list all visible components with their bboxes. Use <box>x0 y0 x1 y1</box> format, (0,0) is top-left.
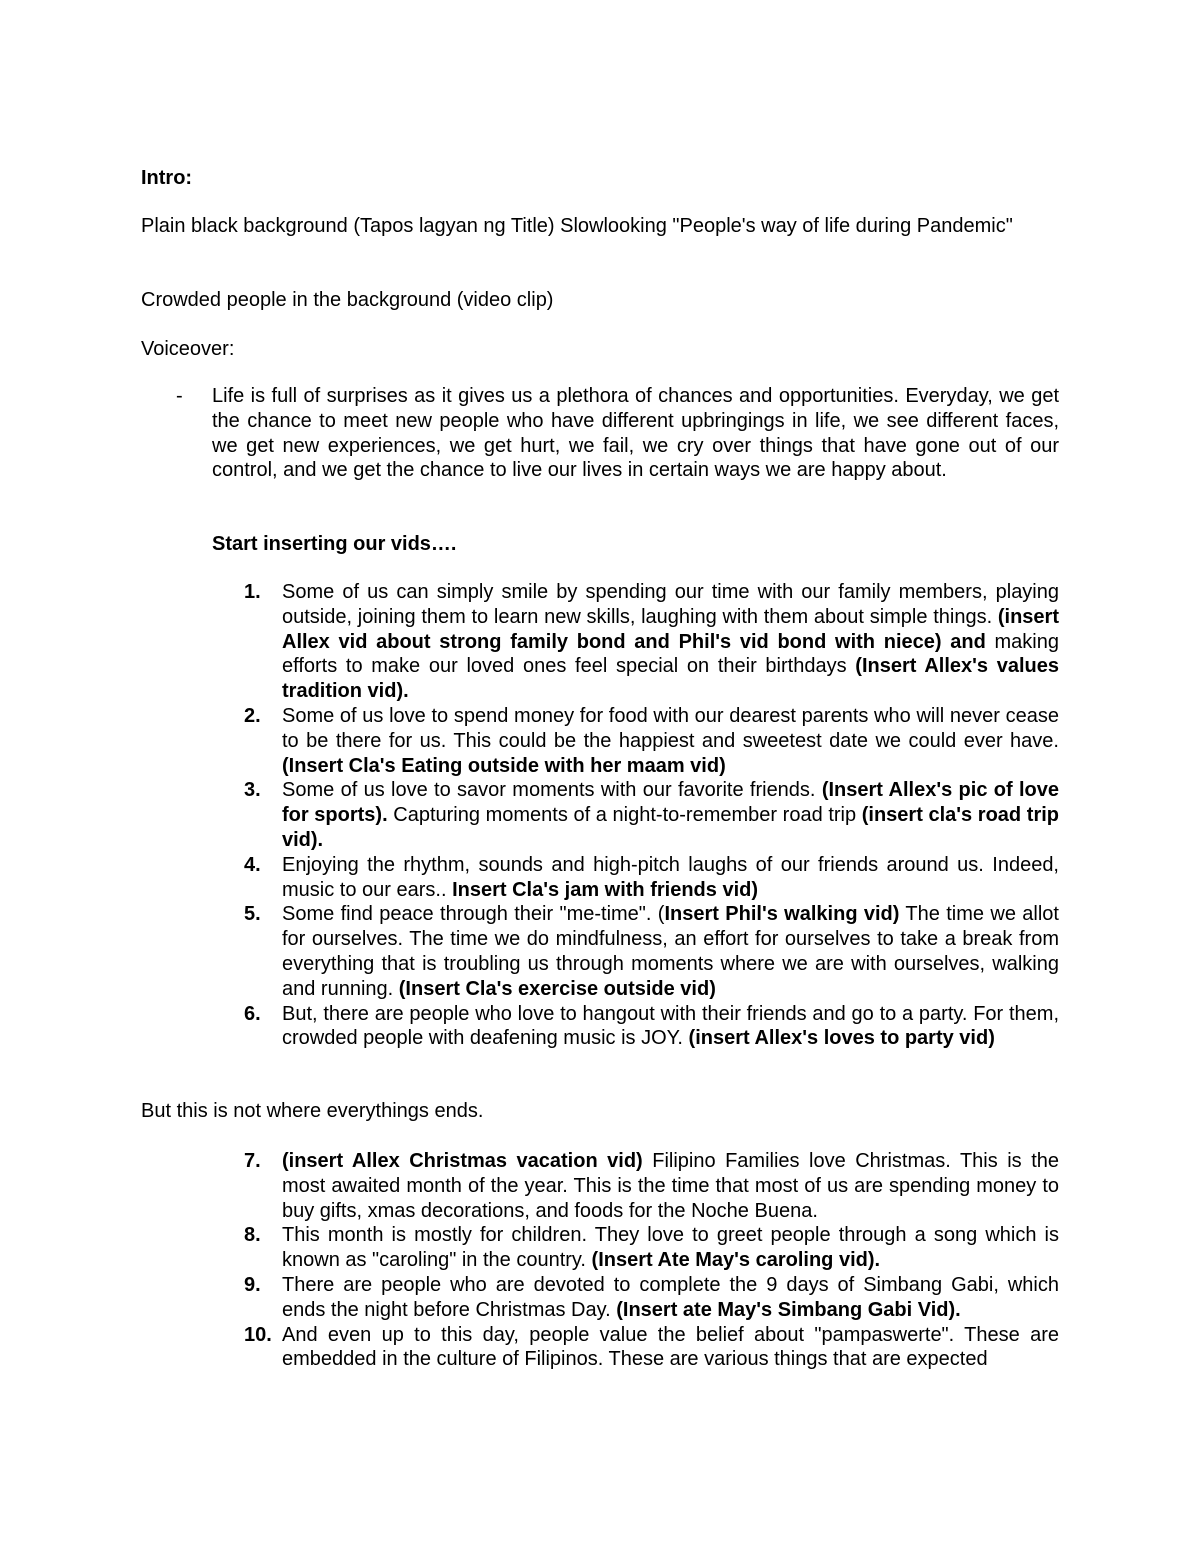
narration-text: Some of us love to spend money for food with our dearest parents who will never cease to be there for us. This could be the happiest and sweetest date we could ever have. <box>282 704 1059 752</box>
list-item-text <box>282 580 1059 704</box>
list-item <box>244 1002 1059 1052</box>
insert-video-note: Insert Cla's jam with friends vid) <box>452 878 758 901</box>
insert-video-note: Insert Phil's walking vid) <box>664 903 900 926</box>
narration-text: Enjoying the rhythm, sounds and high-pitch laughs of our friends around us. Indeed, music to our ears.. <box>282 853 1059 901</box>
numbered-list-first <box>244 580 1059 1051</box>
narration-text: making efforts to make our loved ones feel special on their birthdays <box>282 630 1059 678</box>
insert-video-note: (Insert Allex's pic of love for sports). <box>282 779 1059 827</box>
list-item-number: 8. <box>244 1224 261 1247</box>
voiceover-text: Life is full of surprises as it gives us a plethora of chances and opportunities. Everyday, we get the chance to meet new people who have different upbringings in life, we see different faces, we get new experiences, we get hurt, we fail, we cry over things that have gone out of our control, and we get the chance to live our lives in certain ways we are happy about. <box>212 385 1059 482</box>
narration-text: Some of us love to savor moments with our favorite friends. <box>282 779 822 802</box>
narration-text: Some find peace through their "me-time". ( <box>282 903 665 926</box>
title-description-paragraph: Plain black background (Tapos lagyan ng Title) Slowlooking "People's way of life during Pandemic" <box>141 215 1013 237</box>
list-item-text <box>282 853 1059 903</box>
narration-text: This month is mostly for children. They love to greet people through a song which is known as "caroling" in the country. <box>282 1224 1059 1272</box>
list-item-text <box>282 1149 1059 1223</box>
list-item-text <box>282 1223 1059 1273</box>
list-item-number: 3. <box>244 779 261 802</box>
insert-video-note: (insert Allex's loves to party vid) <box>688 1027 995 1050</box>
insert-video-note: (Insert ate May's Simbang Gabi Vid). <box>616 1298 961 1321</box>
list-item <box>244 704 1059 778</box>
insert-video-note: (Insert Cla's exercise outside vid) <box>398 977 716 1000</box>
narration-text: But, there are people who love to hangout with their friends and go to a party. For them, crowded people with deafening music is JOY. <box>282 1002 1059 1050</box>
crowded-people-paragraph: Crowded people in the background (video clip) <box>141 289 554 311</box>
list-item <box>244 778 1059 852</box>
voiceover-label: Voiceover: <box>141 338 235 360</box>
list-item-number: 7. <box>244 1150 261 1172</box>
intro-heading: Intro: <box>141 167 193 189</box>
list-item-text <box>282 1323 1059 1373</box>
list-item <box>244 580 1059 704</box>
narration-text: Some of us can simply smile by spending our time with our family members, playing outside, joining them to learn new skills, laughing with them about simple things. <box>282 581 1059 628</box>
narration-text: Capturing moments of a night-to-remember road trip <box>387 804 862 827</box>
list-item-number: 5. <box>244 903 261 926</box>
list-item-text <box>282 1002 1059 1052</box>
narration-text: And even up to this day, people value the belief about "pampaswerte". These are embedded in the culture of Filipinos. These are various things that are expected <box>282 1323 1059 1371</box>
list-item-number: 6. <box>244 1002 261 1025</box>
list-item-text <box>282 1273 1059 1323</box>
list-item <box>244 1323 1059 1373</box>
not-the-end-paragraph: But this is not where everythings ends. <box>141 1100 484 1122</box>
narration-text: The time we allot for ourselves. The time we do mindfulness, an effort for ourselves to take a break from everything that is troubling us through moments where we are with ourselves, walking and running. <box>282 903 1059 1000</box>
dash-bullet-marker: - <box>176 385 183 407</box>
list-item-text <box>282 704 1059 778</box>
list-item-number: 9. <box>244 1273 261 1296</box>
narration-text: Filipino Families love Christmas. This is the most awaited month of the year. This is the time that most of us are spending money to buy gifts, xmas decorations, and foods for the Noche Buena. <box>282 1150 1059 1222</box>
list-item <box>244 1273 1059 1323</box>
insert-video-note: (Insert Cla's Eating outside with her maam vid) <box>282 754 726 777</box>
narration-text: There are people who are devoted to complete the 9 days of Simbang Gabi, which ends the night before Christmas Day. <box>282 1273 1059 1321</box>
list-item-number: 10. <box>244 1323 272 1346</box>
numbered-list-second <box>244 1149 1059 1372</box>
insert-video-note: (insert cla's road trip vid). <box>282 804 1059 851</box>
list-item <box>244 1149 1059 1223</box>
list-item <box>244 853 1059 903</box>
list-item <box>244 902 1059 1001</box>
insert-video-note: (insert Allex vid about strong family bond and Phil's vid bond with niece) and <box>282 605 1059 653</box>
insert-video-note: (Insert Allex's values tradition vid). <box>282 655 1059 703</box>
insert-video-note: (Insert Ate May's caroling vid). <box>591 1249 881 1272</box>
list-item <box>244 1223 1059 1273</box>
list-item-text <box>282 778 1059 852</box>
list-item-number: 2. <box>244 704 261 727</box>
insert-video-note: (insert Allex Christmas vacation vid) <box>282 1150 643 1172</box>
list-item-number: 1. <box>244 581 261 603</box>
list-item-text <box>282 902 1059 1001</box>
list-item-number: 4. <box>244 853 261 876</box>
start-inserting-heading: Start inserting our vids…. <box>212 533 457 555</box>
